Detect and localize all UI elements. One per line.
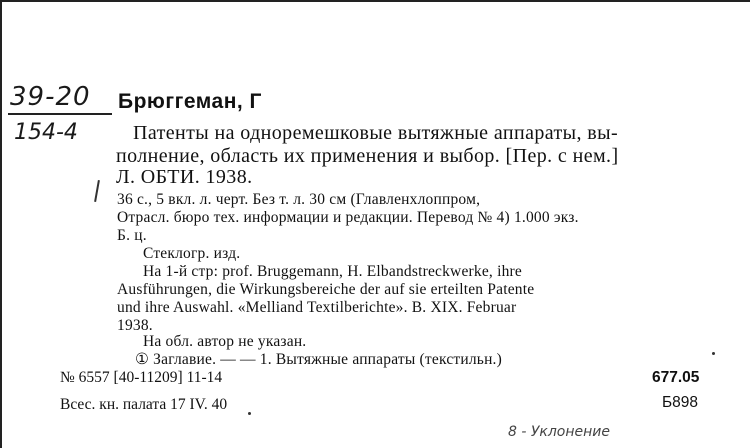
title-line-3: Л. ОБТИ. 1938. (116, 166, 253, 188)
description-line-10: ① Заглавие. — — 1. Вытяжные аппараты (текстильн.) (135, 351, 502, 368)
ink-speck (712, 352, 715, 355)
book-chamber-line: Всес. кн. палата 17 IV. 40 (60, 396, 228, 413)
classification-code: 677.05 (652, 369, 700, 386)
title-line-2: полнение, область их применения и выбор. [Пер. с нем.] (116, 145, 619, 167)
description-line-6: Ausführungen, die Wirkungsbereiche der auf sie erteilten Patente (117, 281, 535, 298)
record-number: № 6557 [40-11209] 11-14 (60, 369, 223, 386)
shelfmark-line-2: 154-4 (14, 120, 78, 145)
description-line-1: 36 с., 5 вкл. л. черт. Без т. л. 30 см (Главленхлоппром, (117, 191, 481, 208)
description-line-5: На 1-й стр: prof. Bruggemann, H. Elbandstreckwerke, ihre (143, 263, 522, 280)
shelfmark-line-1: 39-20 (10, 82, 91, 112)
card-top-edge (0, 0, 750, 2)
description-line-3: Б. ц. (117, 227, 147, 244)
description-line-2: Отрасл. бюро тех. информации и редакции. Перевод № 4) 1.000 экз. (117, 209, 579, 226)
handwritten-note: 8 - Уклонение (508, 424, 610, 440)
catalog-code: Б898 (662, 394, 699, 411)
description-line-7: und ihre Auswahl. «Melliand Textilberichte». B. XIX. Februar (117, 299, 517, 316)
pencil-mark (94, 180, 100, 202)
shelfmark-underline (8, 113, 112, 115)
description-line-9: На обл. автор не указан. (143, 333, 307, 350)
card-left-edge (0, 0, 2, 448)
ink-speck (248, 412, 251, 415)
description-line-8: 1938. (117, 317, 153, 334)
description-line-4: Стеклогр. изд. (143, 245, 241, 262)
author-heading: Брюггеман, Г (118, 90, 262, 113)
title-line-1: Патенты на одноремешковые вытяжные аппараты, вы- (133, 122, 619, 144)
